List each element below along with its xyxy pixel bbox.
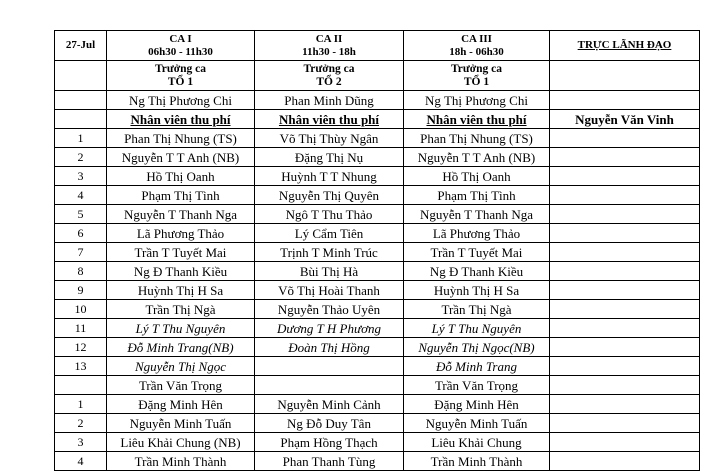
shift-3-staff-cell: Phan Thị Nhung (TS) [404,129,550,148]
table-row [55,224,700,243]
supervisor-label: Trưởng ca [303,62,355,75]
shift-1-staff-cell: Đỗ Minh Trang(NB) [107,338,255,357]
supervisor-label: Trưởng ca [450,62,503,75]
leader-cell [550,205,700,224]
shift-3-staff-cell: Lã Phương Thảo [404,224,550,243]
shift-2-time: 11h30 - 18h [302,45,356,58]
shift-2-staff-cell: Phan Thanh Tùng [255,452,404,471]
shift-1-staff-cell: Nguyễn T Thanh Nga [107,205,255,224]
leader-cell [550,281,700,300]
shift-1-staff-cell: Phan Thị Nhung (TS) [107,129,255,148]
blank-cell [55,110,107,129]
table-row [55,395,700,414]
shift-1-staff-cell: Đặng Minh Hên [107,395,255,414]
table-row [55,186,700,205]
shift-2-staff-cell: Lý Cẩm Tiên [255,224,404,243]
table-row [55,433,700,452]
leader-cell [550,129,700,148]
leader-cell [550,433,700,452]
shift-3-staff-cell: Trần T Tuyết Mai [404,243,550,262]
shift-2-staff-cell: Huỳnh T T Nhung [255,167,404,186]
shift-3-staff-cell: Trần Minh Thành [404,452,550,471]
shift-1-staff-cell: Trần Minh Thành [107,452,255,471]
row-number-cell: 10 [55,300,107,319]
staff-label-row [55,110,700,129]
shift-1-header [107,31,255,61]
row-number-cell: 4 [55,452,107,471]
row-number-cell: 8 [55,262,107,281]
leader-cell [550,243,700,262]
shift-2-staff-cell: Đoàn Thị Hồng [255,338,404,357]
shift-2-staff-cell: Phạm Hồng Thạch [255,433,404,452]
shift-1-staff-cell: Lý T Thu Nguyên [107,319,255,338]
shift-2-supervisor-name: Phan Minh Dũng [255,91,404,110]
shift-2-staff-cell: Nguyễn Thị Quyên [255,186,404,205]
shift-3-name: CA III [461,32,492,45]
shift-1-staff-cell: Nguyễn Thị Ngọc [107,357,255,376]
shift-1-staff-cell: Hồ Thị Oanh [107,167,255,186]
row-number-cell [55,376,107,395]
shift-3-staff-cell: Đỗ Minh Trang [404,357,550,376]
table-row [55,300,700,319]
table-row [55,452,700,471]
shift-3-staff-cell: Nguyễn Minh Tuấn [404,414,550,433]
shift-3-staff-cell: Trần Văn Trọng [404,376,550,395]
leader-cell [550,395,700,414]
supervisor-name-row [55,91,700,110]
row-number-cell: 2 [55,148,107,167]
shift-2-staff-cell [255,357,404,376]
leader-duty-header: TRỰC LÃNH ĐẠO [550,31,700,61]
shift-2-supervisor-team [255,61,404,91]
shift-3-staff-cell: Lý T Thu Nguyên [404,319,550,338]
shift-3-supervisor-name: Ng Thị Phương Chi [404,91,550,110]
shift-2-staff-cell: Võ Thị Thùy Ngân [255,129,404,148]
row-number-cell: 7 [55,243,107,262]
shift-3-staff-cell: Nguyễn Thị Ngọc(NB) [404,338,550,357]
shift-2-staff-cell [255,376,404,395]
leader-cell [550,319,700,338]
table-row [55,338,700,357]
leader-cell [550,357,700,376]
shift-2-staff-cell: Đặng Thị Nụ [255,148,404,167]
row-number-cell: 1 [55,129,107,148]
blank-cell [55,61,107,91]
shift-1-staff-cell: Trần Thị Ngà [107,300,255,319]
shift-1-staff-cell: Liêu Khải Chung (NB) [107,433,255,452]
table-row [55,414,700,433]
shift-1-staff-cell: Phạm Thị Tình [107,186,255,205]
team-label: TỔ 1 [167,75,194,88]
table-row [55,281,700,300]
team-label: TỔ 2 [316,75,342,88]
table-row [55,319,700,338]
leader-on-duty-name: Nguyễn Văn Vinh [550,110,700,129]
shift-2-staff-cell: Võ Thị Hoài Thanh [255,281,404,300]
shift-3-staff-cell: Huỳnh Thị H Sa [404,281,550,300]
team-label: TỔ 1 [463,75,490,88]
shift-1-supervisor-name: Ng Thị Phương Chi [107,91,255,110]
supervisor-team-row [55,61,700,91]
shift-1-staff-cell: Nguyễn T T Anh (NB) [107,148,255,167]
row-number-cell: 12 [55,338,107,357]
leader-cell [550,167,700,186]
shift-2-header [255,31,404,61]
shift-3-staff-cell: Hồ Thị Oanh [404,167,550,186]
blank-cell [550,61,700,91]
shift-1-time: 06h30 - 11h30 [148,45,213,58]
shift-3-time: 18h - 06h30 [449,45,504,58]
leader-cell [550,338,700,357]
shift-2-staff-cell: Nguyễn Minh Cảnh [255,395,404,414]
row-number-cell: 6 [55,224,107,243]
table-row [55,262,700,281]
row-number-cell: 4 [55,186,107,205]
leader-cell [550,300,700,319]
shift-2-name: CA II [315,32,343,45]
date-cell: 27-Jul [55,31,107,61]
row-number-cell: 3 [55,167,107,186]
shift-1-staff-label: Nhân viên thu phí [107,110,255,129]
shift-2-staff-cell: Dương T H Phương [255,319,404,338]
shift-schedule-table [54,30,700,471]
shift-3-header [404,31,550,61]
shift-3-staff-cell: Liêu Khải Chung [404,433,550,452]
blank-cell [550,91,700,110]
shift-2-staff-cell: Ngô T Thu Thảo [255,205,404,224]
shift-1-staff-cell: Nguyễn Minh Tuấn [107,414,255,433]
shift-1-staff-cell: Ng Đ Thanh Kiều [107,262,255,281]
shift-3-staff-cell: Nguyễn T Thanh Nga [404,205,550,224]
shift-1-name: CA I [169,32,192,45]
row-number-cell: 3 [55,433,107,452]
leader-cell [550,262,700,281]
shift-1-staff-cell: Trần T Tuyết Mai [107,243,255,262]
header-row [55,31,700,61]
shift-1-staff-cell: Huỳnh Thị H Sa [107,281,255,300]
leader-cell [550,452,700,471]
row-number-cell: 1 [55,395,107,414]
shift-2-staff-cell: Ng Đỗ Duy Tân [255,414,404,433]
shift-3-staff-cell: Trần Thị Ngà [404,300,550,319]
table-row [55,167,700,186]
leader-cell [550,148,700,167]
table-row [55,357,700,376]
leader-cell [550,186,700,205]
row-number-cell: 11 [55,319,107,338]
row-number-cell: 5 [55,205,107,224]
staff-rows [55,129,700,471]
shift-3-staff-cell: Đặng Minh Hên [404,395,550,414]
table-row [55,376,700,395]
shift-1-supervisor-team [107,61,255,91]
supervisor-label: Trưởng ca [154,62,207,75]
leader-cell [550,414,700,433]
shift-3-staff-cell: Phạm Thị Tình [404,186,550,205]
shift-1-staff-cell: Trần Văn Trọng [107,376,255,395]
shift-2-staff-cell: Nguyễn Thảo Uyên [255,300,404,319]
shift-3-supervisor-team [404,61,550,91]
shift-2-staff-cell: Trịnh T Minh Trúc [255,243,404,262]
shift-2-staff-cell: Bùi Thị Hà [255,262,404,281]
row-number-cell: 2 [55,414,107,433]
table-row [55,243,700,262]
shift-3-staff-cell: Ng Đ Thanh Kiều [404,262,550,281]
leader-cell [550,224,700,243]
table-row [55,205,700,224]
shift-1-staff-cell: Lã Phương Thảo [107,224,255,243]
row-number-cell: 13 [55,357,107,376]
shift-3-staff-cell: Nguyễn T T Anh (NB) [404,148,550,167]
leader-cell [550,376,700,395]
table-row [55,148,700,167]
table-row [55,129,700,148]
shift-2-staff-label: Nhân viên thu phí [255,110,404,129]
row-number-cell: 9 [55,281,107,300]
shift-3-staff-label: Nhân viên thu phí [404,110,550,129]
blank-cell [55,91,107,110]
